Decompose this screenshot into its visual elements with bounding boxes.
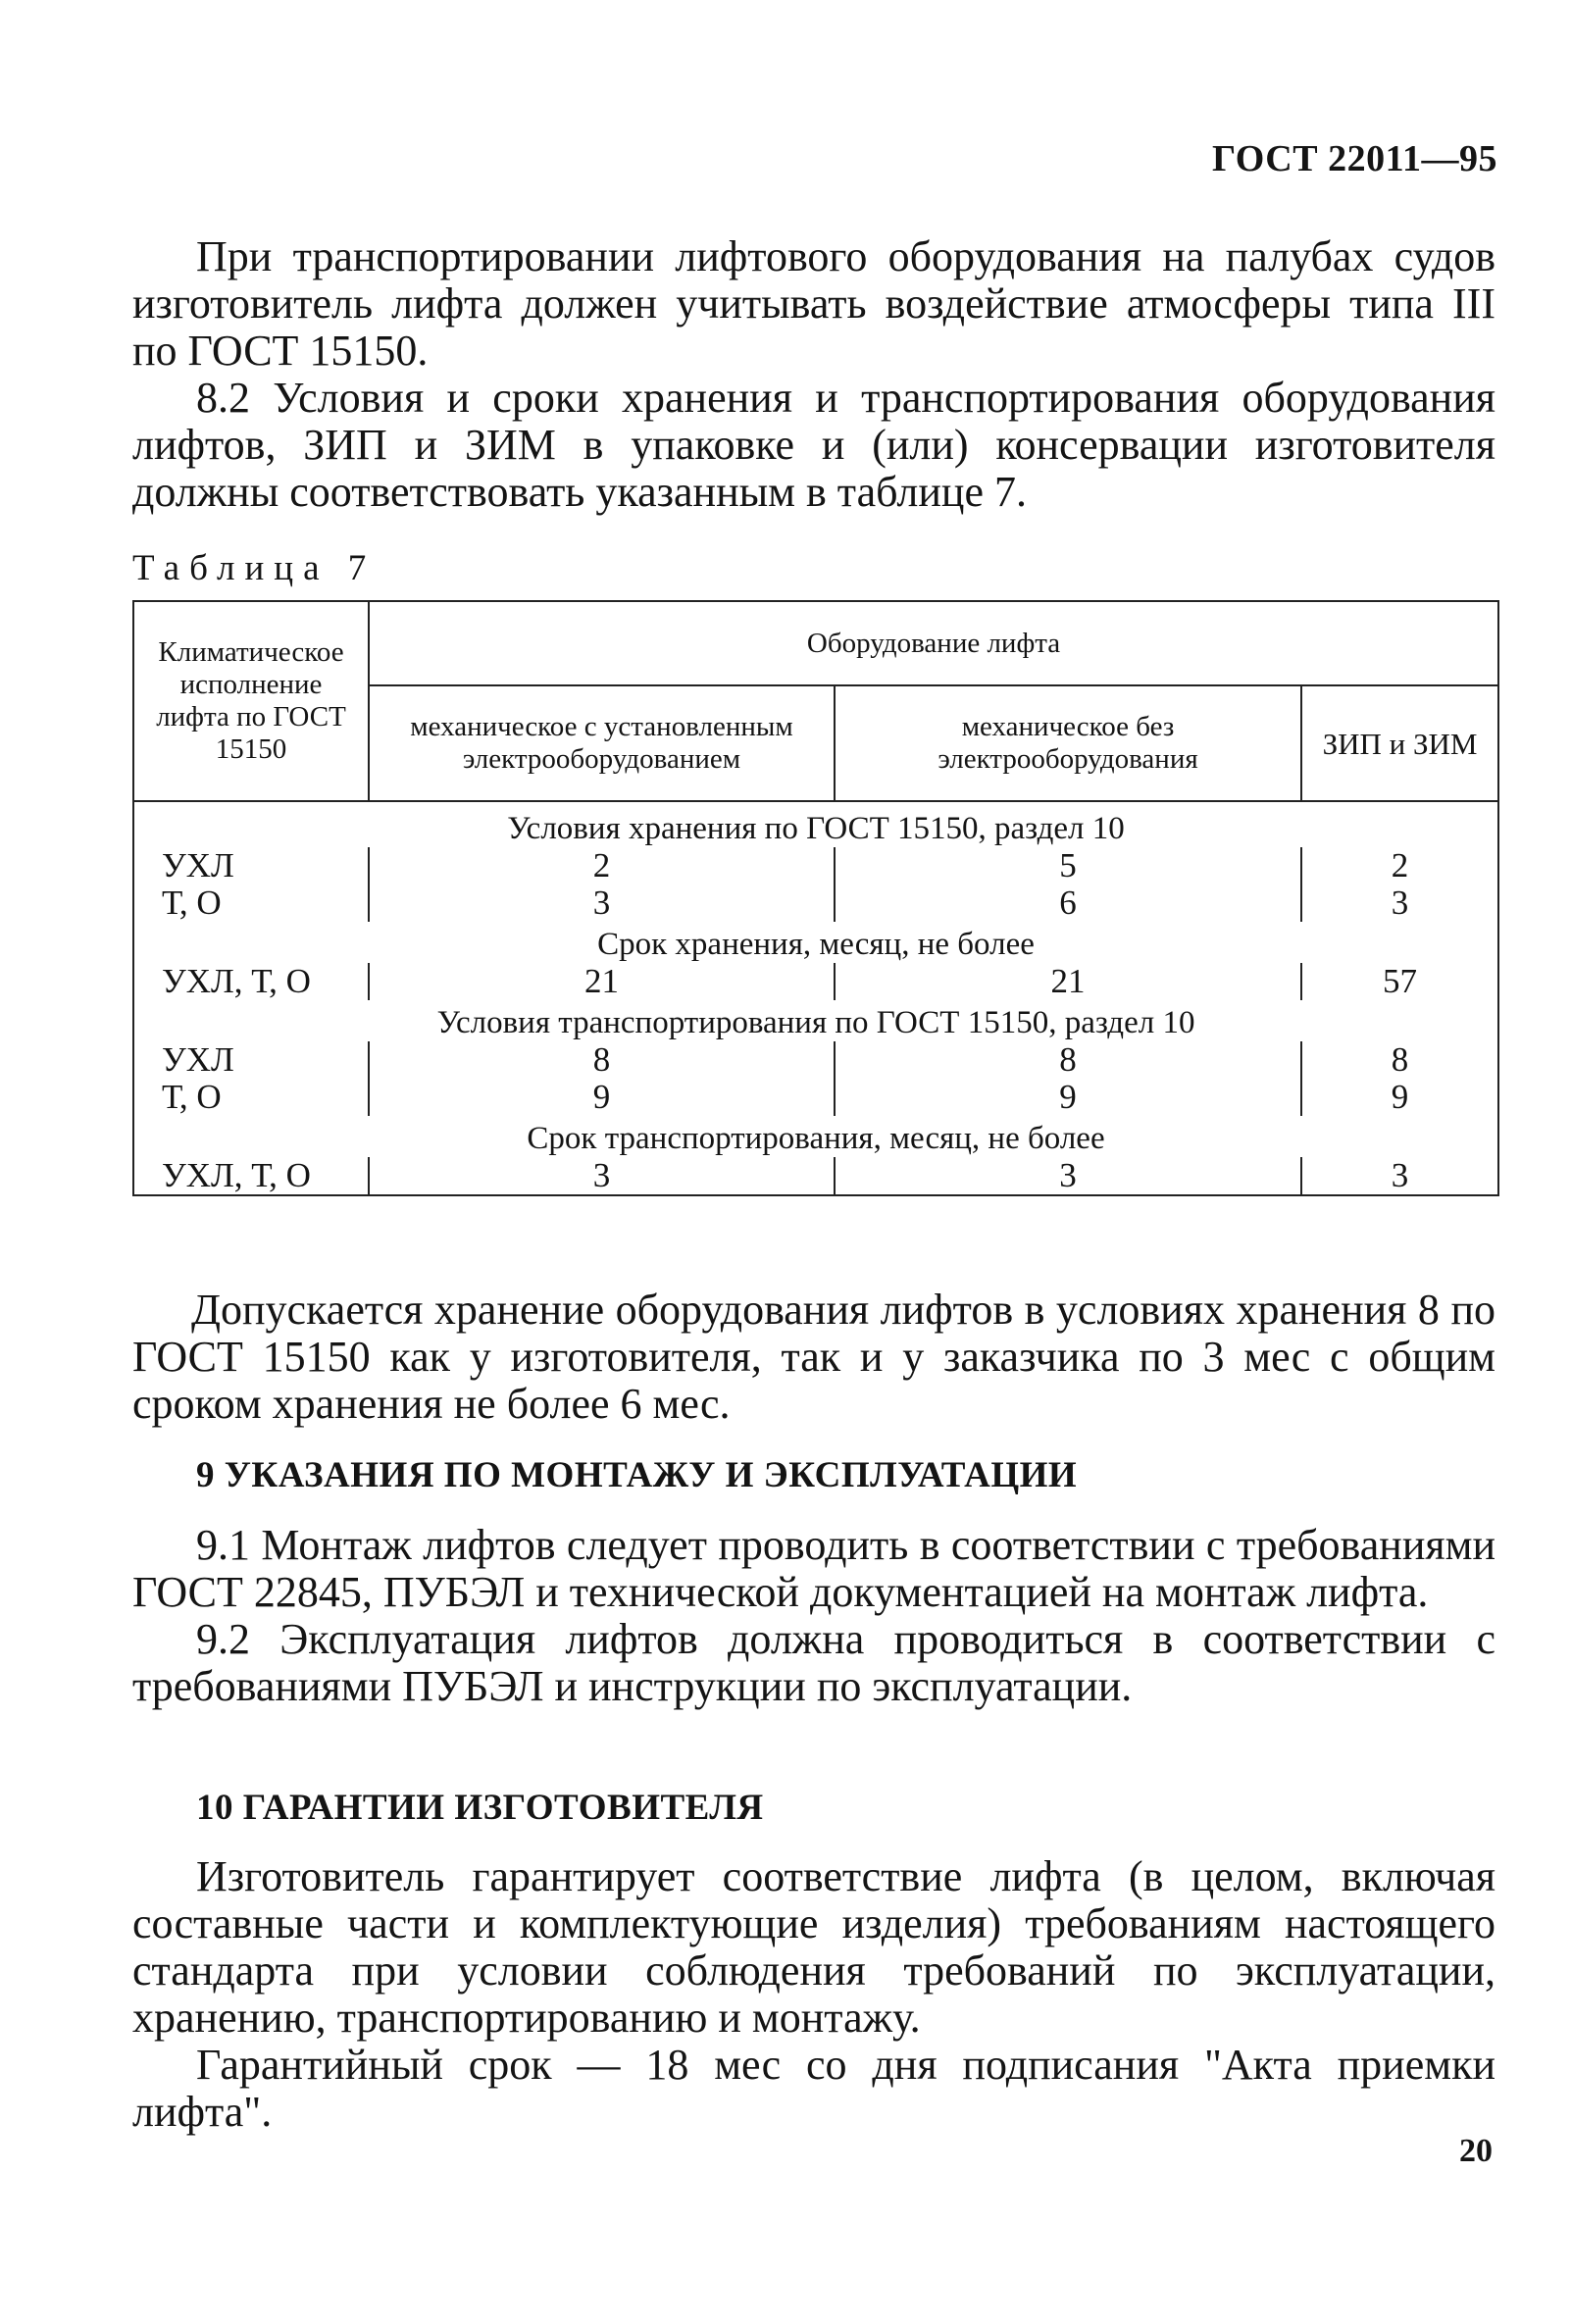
header-equipment: Оборудование лифта <box>369 601 1498 685</box>
section-9-body <box>132 1522 1495 1710</box>
climate-cell: Т, О <box>133 1079 369 1116</box>
value-cell: 8 <box>369 1041 835 1079</box>
value-cell: 57 <box>1301 963 1498 1000</box>
section-title-row: Условия транспортирования по ГОСТ 15150, раздел 10 <box>133 1000 1498 1041</box>
value-cell: 6 <box>835 884 1301 922</box>
section-10-body <box>132 1853 1495 2136</box>
value-cell: 3 <box>369 884 835 922</box>
post-table-block <box>132 1287 1495 1428</box>
paragraph-10-term: Гарантийный срок — 18 мес со дня подписания "Акта приемки лифта". <box>132 2041 1495 2136</box>
climate-cell: УХЛ <box>133 1041 369 1079</box>
value-cell: 5 <box>835 847 1301 884</box>
section-title-row: Срок хранения, месяц, не более <box>133 922 1498 963</box>
value-cell: 2 <box>369 847 835 884</box>
climate-cell: Т, О <box>133 884 369 922</box>
header-climate: Климатическое исполнение лифта по ГОСТ 15150 <box>133 601 369 801</box>
header-zip: ЗИП и ЗИМ <box>1301 685 1498 801</box>
section-title-row: Срок транспортирования, месяц, не более <box>133 1116 1498 1157</box>
header-mech-with: механическое с установленным электрооборудованием <box>369 685 835 801</box>
header-mech-without: механическое без электрооборудования <box>835 685 1301 801</box>
paragraph-10-warranty: Изготовитель гарантирует соответствие лифта (в целом, включая составные части и комплектующие изделия) требованиям настоящего стандарта при условии соблюдения требований по эксплуатации, хранению, транспортированию и монтажу. <box>132 1852 1495 2042</box>
value-cell: 9 <box>835 1079 1301 1116</box>
section-9-title: 9 УКАЗАНИЯ ПО МОНТАЖУ И ЭКСПЛУАТАЦИИ <box>196 1455 1078 1495</box>
paragraph-storage-note: Допускается хранение оборудования лифтов в условиях хранения 8 по ГОСТ 15150 как у изготовителя, так и у заказчика по 3 мес с общим сроком хранения не более 6 мес. <box>132 1286 1495 1428</box>
storage-transport-table <box>132 600 1499 1196</box>
climate-cell: УХЛ, Т, О <box>133 1157 369 1195</box>
value-cell: 9 <box>1301 1079 1498 1116</box>
section-10-title: 10 ГАРАНТИИ ИЗГОТОВИТЕЛЯ <box>196 1788 764 1828</box>
value-cell: 21 <box>835 963 1301 1000</box>
climate-cell: УХЛ <box>133 847 369 884</box>
value-cell: 21 <box>369 963 835 1000</box>
climate-cell: УХЛ, Т, О <box>133 963 369 1000</box>
value-cell: 3 <box>1301 1157 1498 1195</box>
paragraph-9-1: 9.1 Монтаж лифтов следует проводить в соответствии с требованиями ГОСТ 22845, ПУБЭЛ и технической документацией на монтаж лифта. <box>132 1521 1495 1616</box>
value-cell: 3 <box>835 1157 1301 1195</box>
paragraph-deck-transport: При транспортировании лифтового оборудования на палубах судов изготовитель лифта должен учитывать воздействие атмосферы типа III по ГОСТ 15150. <box>132 232 1495 375</box>
value-cell: 9 <box>369 1079 835 1116</box>
value-cell: 3 <box>369 1157 835 1195</box>
value-cell: 3 <box>1301 884 1498 922</box>
section-title-row: Условия хранения по ГОСТ 15150, раздел 10 <box>133 801 1498 847</box>
intro-block <box>132 233 1495 516</box>
value-cell: 2 <box>1301 847 1498 884</box>
value-cell: 8 <box>835 1041 1301 1079</box>
page-number: 20 <box>1459 2133 1493 2169</box>
table-caption: Таблица 7 <box>132 548 377 588</box>
document-code-header: ГОСТ 22011—95 <box>1212 138 1497 179</box>
paragraph-8-2: 8.2 Условия и сроки хранения и транспортирования оборудования лифтов, ЗИП и ЗИМ в упаковке и (или) консервации изготовителя должны соответствовать указанным в таблице 7. <box>132 374 1495 516</box>
value-cell: 8 <box>1301 1041 1498 1079</box>
paragraph-9-2: 9.2 Эксплуатация лифтов должна проводиться в соответствии с требованиями ПУБЭЛ и инструкции по эксплуатации. <box>132 1615 1495 1710</box>
